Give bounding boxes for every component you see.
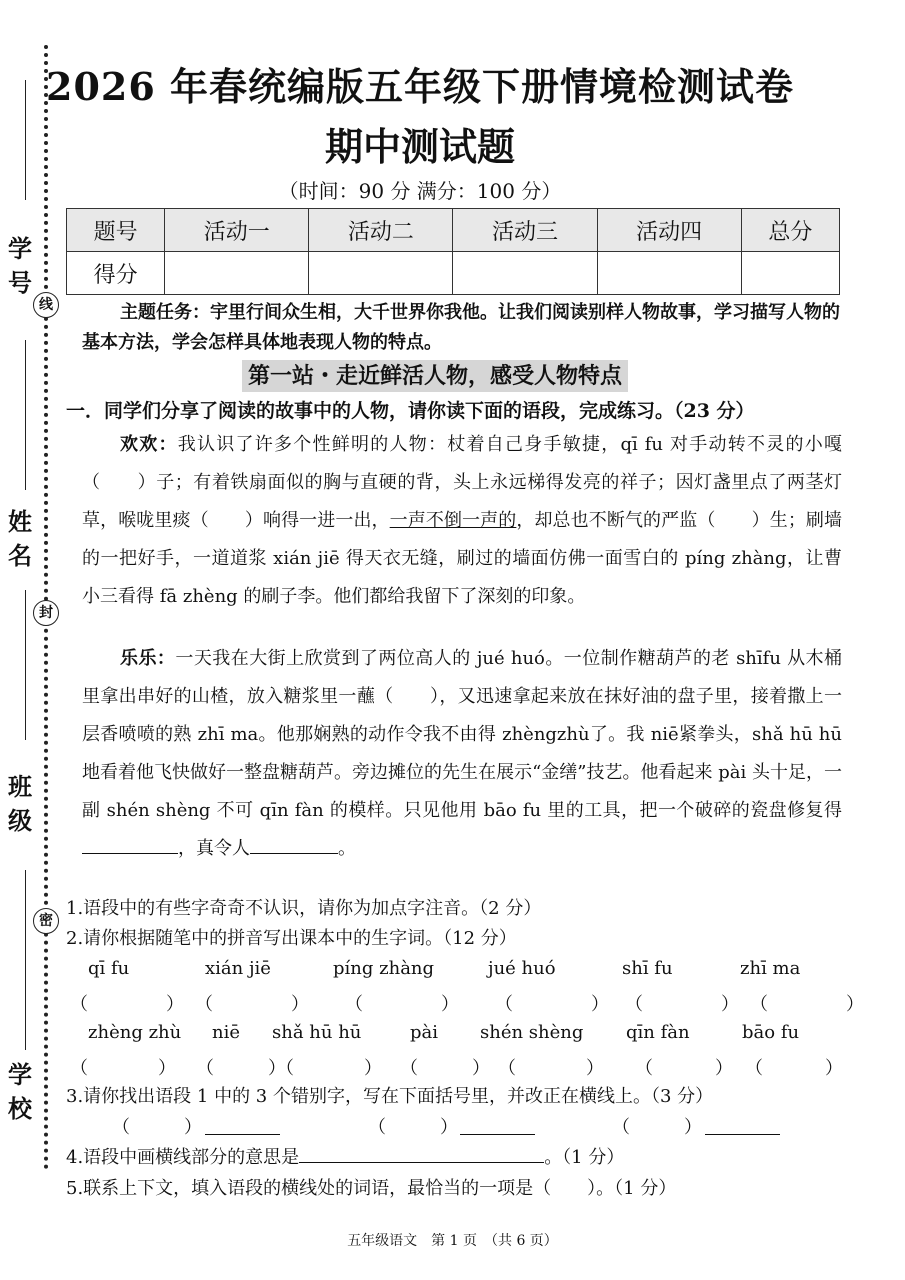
passage-1-text-a: 我认识了许多个性鲜明的人物：杖着自己身手敏捷，qī fu 对手动转不灵的小嘎（ ）子；有着铁扇面似的胸与直硬的背，头上永远梯得发亮的祥子；因灯盏里点了两茎灯草，喉咙里痰（ ）响得一进一出， — [82, 434, 843, 531]
answer-parens[interactable]: （ ） — [400, 1058, 490, 1079]
seal-mark-mi: 密 — [33, 908, 59, 934]
class-label: 班级 — [8, 772, 32, 835]
sub-question-4 — [66, 1143, 624, 1173]
score-input-cell[interactable] — [453, 252, 597, 295]
student-number-line — [25, 340, 26, 490]
typo-correction-line[interactable] — [460, 1116, 535, 1135]
passage-2-text-b: ，真令人 — [178, 838, 250, 859]
exam-subtitle: 期中测试题 — [324, 124, 515, 169]
typo-parens[interactable]: （ ） — [612, 1117, 702, 1138]
passage-1-underlined: 一声不倒一声的 — [389, 510, 517, 531]
typo-parens[interactable]: （ ） — [368, 1117, 458, 1138]
station-heading: 第一站・走近鲜活人物，感受人物特点 — [242, 360, 628, 392]
passage-2-text-a: 一天我在大街上欣赏到了两位高人的 jué huó。一位制作糖葫芦的老 shīfu 从木桶里拿出串好的山楂，放入糖浆里一蘸（ ），又迅速拿起来放在抹好油的盘子里，接着撒上一层香喷喷的熟 zhī ma。他那娴熟的动作令我不由得 zhèngzhù了。我 niē紧拳头，shǎ hū hū地看着他飞快做好一整盘糖葫芦。旁边摊位的先生在展示“金缮”技艺。他看起来 pài 头十足，一副 shén shèng 不可 qīn fàn 的模样。只见他用 bāo fu 里的工具，把一个破碎的瓷盘修复得 — [82, 648, 843, 821]
passage-2-speaker: 乐乐： — [120, 648, 176, 669]
score-table-header-row — [67, 209, 840, 252]
pinyin-item: xián jiē — [205, 958, 271, 979]
student-name-line — [25, 590, 26, 740]
sub-question-4-score: 。（1 分） — [544, 1147, 625, 1168]
answer-parens[interactable]: （ ） — [625, 994, 745, 1015]
pinyin-item: bāo fu — [742, 1022, 800, 1043]
score-table-score-row — [67, 252, 840, 295]
answer-parens[interactable]: （ ） — [345, 994, 465, 1015]
passage-2-blank-1[interactable] — [82, 835, 178, 854]
pinyin-item: niē — [212, 1022, 241, 1043]
school-label: 学校 — [8, 1060, 32, 1123]
class-line — [25, 870, 26, 1050]
sub-question-4-blank[interactable] — [299, 1144, 544, 1163]
answer-parens[interactable]: （ ） — [195, 994, 315, 1015]
passage-1-text-b: ，却总也不断气的严监（ ）生；刷墙的一把好手，一道道浆 xián jiē 得天衣无缝，刷过的墙面仿佛一面雪白的 píng zhàng，让曹小三看得 fā zhèng 的刷子李。他们都给我留下了深刻的印象。 — [82, 510, 843, 607]
pinyin-item: píng zhàng — [333, 958, 435, 979]
passage-1 — [82, 426, 842, 616]
seal-mark-feng: 封 — [33, 600, 59, 626]
score-header-cell: 活动二 — [309, 209, 453, 252]
score-header-cell: 总分 — [741, 209, 839, 252]
answer-parens[interactable]: （ ） — [276, 1058, 386, 1079]
sub-question-2: 2.请你根据随笔中的拼音写出课本中的生字词。（12 分） — [66, 928, 517, 949]
pinyin-item: shǎ hū hū — [272, 1022, 362, 1043]
pinyin-item: pài — [410, 1022, 439, 1043]
score-input-cell[interactable] — [165, 252, 309, 295]
theme-text: 宇里行间众生相，大千世界你我他。让我们阅读别样人物故事，学习描写人物的基本方法，学会怎样具体地表现人物的特点。 — [82, 302, 840, 353]
typo-parens[interactable]: （ ） — [112, 1117, 202, 1138]
pinyin-item: zhī ma — [740, 958, 801, 979]
score-row-label: 得分 — [67, 252, 165, 295]
score-input-cell[interactable] — [309, 252, 453, 295]
score-header-cell: 活动三 — [453, 209, 597, 252]
pinyin-item: zhèng zhù — [88, 1022, 182, 1043]
sub-question-4-text: 4.语段中画横线部分的意思是 — [66, 1147, 300, 1168]
exam-meta: （时间：90 分 满分：100 分） — [278, 179, 562, 203]
pinyin-item: shī fu — [622, 958, 673, 979]
typo-correction-line[interactable] — [205, 1116, 280, 1135]
seal-mark-xian: 线 — [33, 292, 59, 318]
sub-question-5: 5.联系上下文，填入语段的横线处的词语，最恰当的一项是（ ）。（1 分） — [66, 1178, 677, 1199]
passage-1-speaker: 欢欢： — [120, 434, 178, 455]
pinyin-item: jué huó — [488, 958, 556, 979]
page-footer: 五年级语文 第 1 页 （共 6 页） — [347, 1233, 558, 1249]
answer-parens[interactable]: （ ） — [745, 1058, 845, 1079]
score-header-cell: 题号 — [67, 209, 165, 252]
pinyin-item: shén shèng — [480, 1022, 584, 1043]
student-number-label: 学号 — [8, 234, 32, 297]
answer-parens[interactable]: （ ） — [70, 994, 190, 1015]
score-input-cell[interactable] — [741, 252, 839, 295]
passage-2 — [82, 640, 842, 868]
student-name-label: 姓名 — [8, 507, 32, 570]
score-header-cell: 活动一 — [165, 209, 309, 252]
typo-correction-line[interactable] — [705, 1116, 780, 1135]
answer-parens[interactable]: （ ） — [70, 1058, 180, 1079]
score-table — [66, 208, 840, 295]
passage-2-text-c: 。 — [338, 838, 356, 859]
theme-label: 主题任务： — [120, 302, 210, 323]
pinyin-item: qī fu — [88, 958, 130, 979]
answer-parens[interactable]: （ ） — [498, 1058, 608, 1079]
answer-parens[interactable]: （ ） — [196, 1058, 286, 1079]
exam-title: 2026 年春统编版五年级下册情境检测试卷 — [46, 64, 794, 109]
sub-question-1: 1.语段中的有些字奇奇不认识，请你为加点字注音。（2 分） — [66, 898, 542, 919]
answer-parens[interactable]: （ ） — [635, 1058, 735, 1079]
pinyin-item: qīn fàn — [626, 1022, 690, 1043]
sub-question-3: 3.请你找出语段 1 中的 3 个错别字，写在下面括号里，并改正在横线上。（3 分） — [66, 1086, 714, 1107]
question-1-heading: 一．同学们分享了阅读的故事中的人物，请你读下面的语段，完成练习。（23 分） — [66, 400, 755, 422]
score-header-cell: 活动四 — [597, 209, 741, 252]
answer-parens[interactable]: （ ） — [495, 994, 615, 1015]
theme-task — [82, 298, 842, 358]
passage-2-blank-2[interactable] — [250, 835, 338, 854]
answer-parens[interactable]: （ ） — [750, 994, 870, 1015]
score-input-cell[interactable] — [597, 252, 741, 295]
